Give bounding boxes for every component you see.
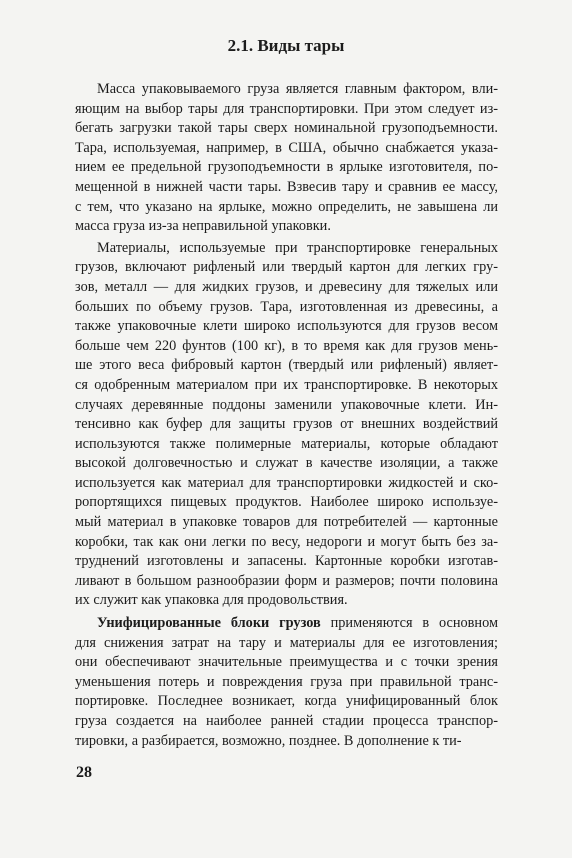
paragraph (75, 239, 498, 611)
text-line: их служит как упаковка для продовольствия. (75, 592, 348, 609)
text-line: случаях деревянные поддоны заменили упаковочные клети. Ин- (75, 396, 498, 413)
text-line: Тара, используемая, например, в США, обычно снабжается указа- (75, 139, 498, 156)
text-line: зов, металл — для жидких грузов, и древесину для тяжелых или (75, 278, 498, 295)
page-number: 28 (76, 764, 92, 781)
text-line: тенсивно как буфер для защиты грузов от внешних воздействий (75, 416, 498, 433)
section-heading: 2.1. Виды тары (227, 36, 345, 55)
text-line: ливают в большом разнообразии форм и размеров; почти половина (75, 572, 498, 589)
paragraph-lead-line (75, 614, 498, 634)
text-line: нием ее предельной грузоподъемности в ярлыке изготовителя, по- (75, 159, 498, 176)
text-line: грузов, включают рифленый или твердый картон для легких гру- (75, 259, 498, 276)
text-line: они обеспечивают значительные преимущества и с точки зрения (75, 654, 498, 671)
text-line: больше чем 220 фунтов (100 кг), в то время как для грузов мень- (75, 337, 498, 354)
text-line: масса груза из-за неправильной упаковки. (75, 218, 331, 235)
text-line: мый материал в упаковке товаров для потребителей — картонные (75, 514, 498, 531)
text-line: яющим на выбор тары для транспортировки. При этом следует из- (75, 100, 498, 117)
bold-term: Унифицированные блоки грузов (97, 615, 321, 632)
paragraph (75, 614, 498, 751)
text-line: для снижения затрат на тару и материалы для ее изготовления; (75, 634, 498, 651)
text-line: Материалы, используемые при транспортировке генеральных (97, 239, 498, 256)
text-line: также упаковочные клети широко используются для грузов весом (75, 318, 498, 335)
text-line: портировке. Последнее возникает, когда унифицированный блок (75, 693, 498, 710)
paragraph (75, 80, 498, 237)
text-line: больших по объему грузов. Тара, изготовленная из древесины, а (75, 298, 498, 315)
text-line: высокой долговечностью и служат в качестве изоляции, а также (75, 455, 498, 472)
text-line: используются также полимерные материалы, которые обладают (75, 435, 498, 452)
text-line: используется как материал для транспортировки жидкостей и ско- (75, 474, 498, 491)
text-line: ся одобренным материалом при их транспортировке. В некоторых (75, 376, 498, 393)
lead-text: применяются в основном (320, 615, 498, 632)
text-line: Масса упаковываемого груза является главным фактором, вли- (97, 81, 498, 97)
text-line: ше этого веса фибровый картон (твердый или рифленый) являет- (75, 357, 498, 374)
text-line: с тем, что указано на ярлыке, можно определить, не завышена ли (75, 198, 498, 215)
text-line: труднений изготовлены и запасены. Картонные коробки изготав- (75, 553, 498, 570)
text-line: ропортящихся пищевых продуктов. Наиболее широко используе- (75, 494, 498, 511)
text-line: бегать загрузки такой тары сверх номинальной грузоподъемности. (75, 120, 498, 137)
text-line: груза создается на наиболее ранней стадии процесса транспор- (75, 713, 498, 729)
text-line: коробки, так как они легки по весу, недороги и могут быть без за- (75, 533, 498, 550)
body-text (75, 80, 498, 751)
text-line: мещенной в нижней части тары. Взвесив тару и сравнив ее массу, (75, 178, 498, 195)
text-line: уменьшения потерь и повреждения груза при правильной транс- (75, 673, 498, 690)
text-line: тировки, а разбирается, возможно, позднее. В дополнение к ти- (75, 732, 462, 749)
